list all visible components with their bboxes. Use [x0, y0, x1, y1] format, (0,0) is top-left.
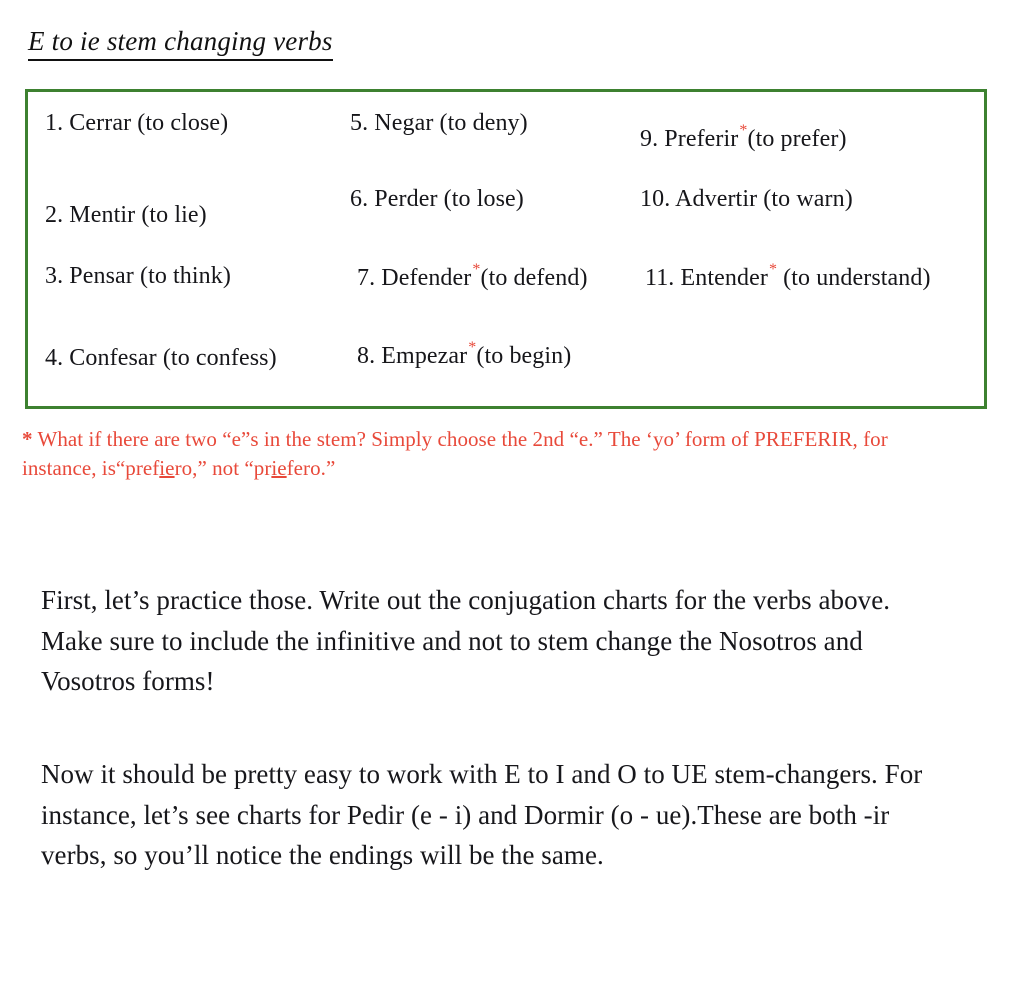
- verb-item-text: 5. Negar (to deny): [350, 110, 528, 136]
- verb-item: [357, 337, 571, 376]
- verb-list-box: [25, 89, 987, 409]
- verb-item-text: 6. Perder (to lose): [350, 186, 524, 212]
- verb-item-text: 4. Confesar (to confess): [45, 345, 277, 371]
- verb-item-text: 8. Empezar: [357, 343, 468, 369]
- verb-item-translation: (to prefer): [747, 126, 847, 152]
- verb-item: [45, 104, 228, 143]
- verb-item-text: 2. Mentir (to lie): [45, 202, 207, 228]
- asterisk-icon: *: [468, 339, 477, 356]
- verb-item: [45, 257, 231, 296]
- verb-item-text: 7. Defender: [357, 265, 472, 291]
- paragraph-stem-changer-note: Now it should be pretty easy to work with E to I and O to UE stem-changers. For instance, let’s see charts for Pedir (e - i) and Dormir (o - ue).These are both -ir verbs, so you’ll notice the endings will be the same.: [41, 759, 923, 870]
- verb-item: [357, 259, 588, 298]
- verb-item: [640, 120, 847, 159]
- verb-column-2: [350, 92, 640, 406]
- verb-item-text: 9. Preferir: [640, 126, 739, 152]
- verb-item-text: 10. Advertir (to warn): [640, 186, 853, 212]
- footnote-text-part-1: What if there are two “e”s in the stem? Simply choose the 2nd “e.” The ‘yo’ form of PREFERIR, for instance, is“pref: [22, 427, 888, 480]
- verb-column-1: [45, 92, 345, 406]
- verb-item-text: 11. Entender: [645, 265, 768, 291]
- asterisk-icon: *: [472, 261, 481, 278]
- footnote-text-part-3: fero.”: [286, 456, 336, 480]
- footnote-underlined-ie-2: ie: [271, 456, 287, 480]
- verb-item-text: 3. Pensar (to think): [45, 263, 231, 289]
- verb-item: [645, 259, 931, 298]
- verb-column-3: [640, 92, 975, 406]
- verb-item-translation: (to begin): [476, 343, 572, 369]
- page-title: E to ie stem changing verbs: [28, 24, 333, 61]
- asterisk-icon: *: [739, 122, 748, 139]
- footnote-underlined-ie-1: ie: [159, 456, 175, 480]
- footnote-marker: *: [22, 427, 33, 451]
- asterisk-icon: *: [768, 261, 778, 278]
- footnote-text-part-2: ro,” not “pr: [174, 456, 272, 480]
- verb-item: [350, 180, 524, 219]
- verb-item: [45, 339, 277, 378]
- verb-item-text: 1. Cerrar (to close): [45, 110, 229, 136]
- verb-item-translation: (to understand): [777, 265, 931, 291]
- verb-item: [45, 196, 207, 235]
- paragraph-practice-instructions: First, let’s practice those. Write out the conjugation charts for the verbs above. Make sure to include the infinitive and not to stem change the Nosotros and Vosotros forms!: [41, 585, 891, 696]
- verb-item: [640, 180, 853, 219]
- verb-item: [350, 104, 528, 143]
- verb-grid: [28, 92, 984, 406]
- footnote: [22, 425, 892, 483]
- verb-item-translation: (to defend): [480, 265, 588, 291]
